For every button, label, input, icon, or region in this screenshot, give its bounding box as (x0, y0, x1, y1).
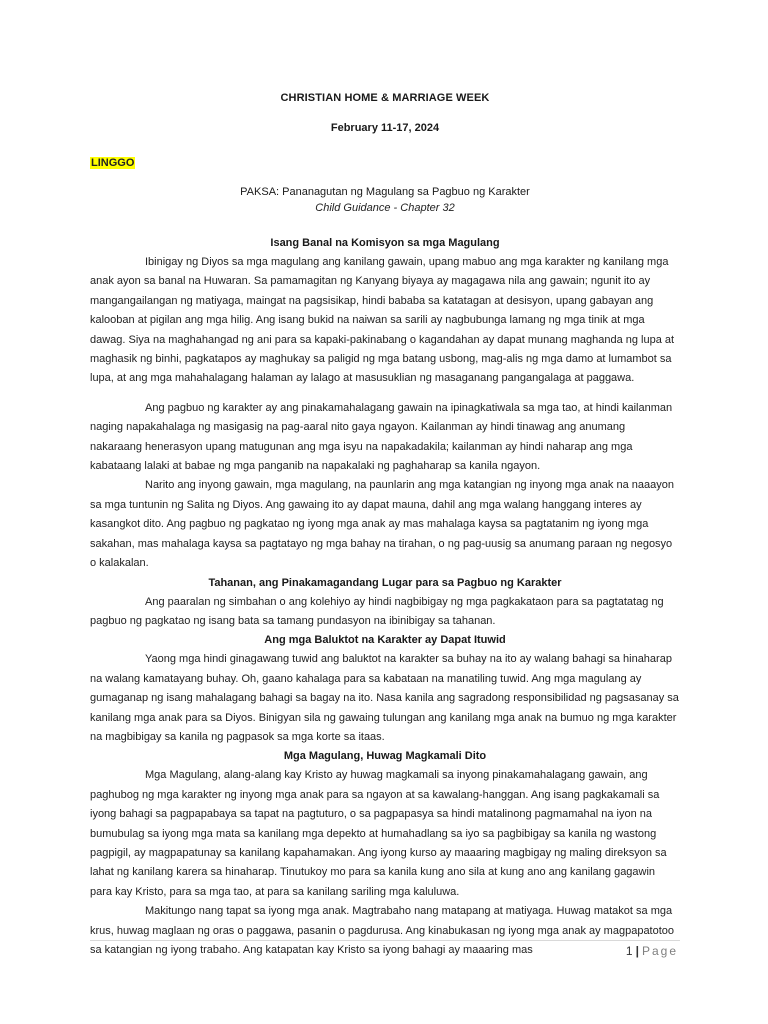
document-title: CHRISTIAN HOME & MARRIAGE WEEK (280, 92, 490, 104)
footer-divider (90, 940, 680, 941)
paragraph: Ibinigay ng Diyos sa mga magulang ang kanilang gawain, upang mabuo ang mga karakter ng kanilang mga anak ayon sa banal na Huwaran. Sa pamamagitan ng Kanyang biyaya ay magagawa nila ang gawain; ngunit ito ay mangangailangan ng matiyaga, maingat na pagsisikap, hindi bababa sa katatagan at desisyon, upang gabayan ang kalooban at pigilan ang mga hilig. Ang isang bukid na naiwan sa sarili ay nagbubunga lamang ng mga tinik at mga dawag. Siya na maghahangad ng ani para sa kapaki-pakinabang o kagandahan ay dapat munang maghanda ng lupa at maghasik ng binhi, pagkatapos ay maghukay sa paligid ng mga batang usbong, mag-alis ng mga damo at lumambot sa lupa, at ang mga mahahalagang halaman ay lalago at masusuklian ng masaganang pangangalaga at paggawa. (90, 256, 675, 385)
section-heading: Mga Magulang, Huwag Magkamali Dito (283, 750, 487, 763)
document-date: February 11-17, 2024 (330, 122, 440, 134)
chapter-subtitle: Child Guidance - Chapter 32 (315, 202, 455, 214)
page-footer (626, 944, 678, 958)
topic-line: PAKSA: Pananagutan ng Magulang sa Pagbuo ng Karakter (240, 186, 530, 198)
paragraph: Narito ang inyong gawain, mga magulang, na paunlarin ang mga katangian ng inyong mga anak na naaayon sa mga tuntunin ng Salita ng Diyos. Ang gawaing ito ay dapat mauna, dahil ang mga walang hanggang interes ay kasangkot dito. Ang pagbuo ng pagkatao ng iyong mga anak ay mas mahalaga kaysa sa pagtatanim ng iyong mga sakahan, mas mahalaga kaysa sa pagtatayo ng mga bahay na tirahan, o ng pag-uusig sa anumang paraan ng negosyo o kalakalan. (90, 479, 674, 570)
document-page (90, 92, 680, 960)
section-heading: Isang Banal na Komisyon sa mga Magulang (270, 237, 500, 249)
paragraph: Ang pagbuo ng karakter ay ang pinakamahalagang gawain na ipinagkatiwala sa mga tao, at hindi kailanman naging napakahalaga ng masigasig na pag-aaral nito gaya ngayon. Kailanman ay hindi tinawag ang anumang nakaraang henerasyon upang matugunan ang mga isyu na napakadakila; kailanman ay hindi naharap ang mga kabataang lalaki at babae ng mga panganib na napakalaki ng paghaharap sa kanila ngayon. (90, 401, 673, 473)
day-row (90, 153, 680, 171)
paragraph: Makitungo nang tapat sa iyong mga anak. Magtrabaho nang matapang at matiyaga. Huwag matakot sa mga krus, huwag maglaan ng oras o paggawa, pasanin o pagdurusa. Ang kinabukasan ng iyong mga anak ay magpapatotoo sa katangian ng iyong trabaho. Ang katapatan kay Kristo sa iyong bahagi ay maaaring mas (90, 905, 675, 956)
footer-separator: | (635, 944, 639, 958)
day-label-highlighted: LINGGO (91, 157, 135, 169)
page-label: Page (641, 944, 678, 958)
page-number: 1 (625, 944, 633, 958)
section-heading: Ang mga Baluktot na Karakter ay Dapat Ituwid (264, 634, 506, 647)
paragraph: Ang paaralan ng simbahan o ang kolehiyo ay hindi nagbibigay ng mga pagkakataon para sa pagtatatag ng pagbuo ng pagkatao ng isang bata sa tamang pundasyon na ibinibigay sa tahanan. (90, 595, 664, 627)
paragraph: Mga Magulang, alang-alang kay Kristo ay huwag magkamali sa inyong pinakamahalagang gawain, ang paghubog ng mga karakter ng inyong mga anak para sa ngayon at sa kawalang-hanggan. Ang isang pagkakamali sa iyong bahagi sa pagpapabaya sa tapat na pagtuturo, o sa pagpapasya sa hindi matalinong pagmamahal na iyon na bumubulag sa iyong mga mata sa kanilang mga depekto at humahadlang sa iyo sa pagbibigay sa kanila ng wastong pagpigil, ay magpapatunay sa kanilang kapahamakan. Ang iyong kurso ay maaaring magbigay ng maling direksyon sa lahat ng kanilang karera sa hinaharap. Tinutukoy mo para sa kanila kung ano sila at kung ano ang kanilang gagawin para kay Kristo, para sa mga tao, at para sa kanilang sariling mga kaluluwa. (90, 769, 667, 898)
section-heading: Tahanan, ang Pinakamagandang Lugar para sa Pagbuo ng Karakter (208, 576, 562, 589)
paragraph: Yaong mga hindi ginagawang tuwid ang baluktot na karakter sa buhay na ito ay walang bahagi sa hinaharap na walang kamatayang buhay. Oh, gaano kahalaga para sa kabataan na manatiling tuwid. Ang mga magulang ay gumaganap ng isang mahalagang bahagi sa bagay na ito. Nasa kanila ang sagradong responsibilidad ng pagsasanay sa kanilang mga anak para sa Diyos. Binigyan sila ng gawaing tulungan ang kanilang mga anak na bumuo ng mga karakter na magbibigay sa kanila ng pagpasok sa mga korte sa itaas. (90, 653, 679, 743)
